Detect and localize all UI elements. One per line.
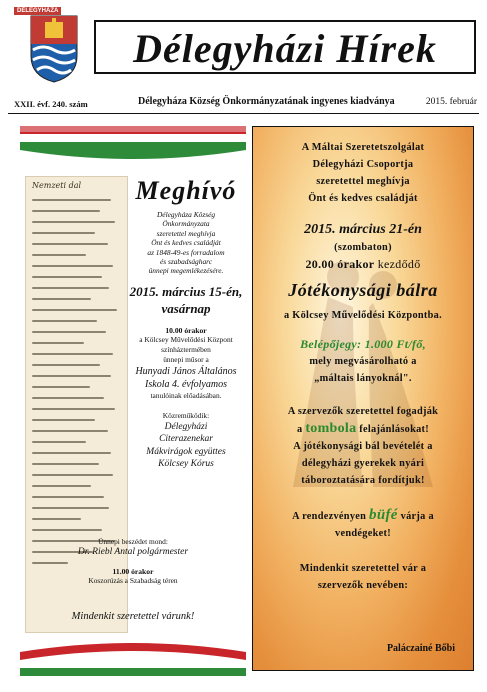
contributor: Mákvirágok együttes xyxy=(146,446,226,457)
proceeds-line: táboroztatására fordítjuk! xyxy=(301,475,425,486)
intro-line: Önt és kedves családját xyxy=(151,238,221,248)
charity-ball-panel xyxy=(252,126,474,671)
venue-line: színháztermében xyxy=(161,344,211,354)
crest-label: DÉLEGYHÁZA xyxy=(14,7,61,15)
invitation-closing: Mindenkit szeretettel várunk! xyxy=(71,611,195,622)
venue-line: ünnepi műsor a xyxy=(163,354,209,364)
wreath-time: 11.00 órakor xyxy=(112,567,154,576)
tombola-prefix: a xyxy=(296,424,306,435)
buffet-line2: vendégeket! xyxy=(335,528,391,539)
school-line: Hunyadi János Általános xyxy=(135,365,237,377)
contributors-list xyxy=(128,421,244,471)
event-venue xyxy=(128,335,244,365)
event-day: vasárnap xyxy=(161,300,211,316)
ball-event-name: Jótékonysági bálra xyxy=(288,280,438,300)
tombola-word: tombola xyxy=(305,421,357,436)
ball-day: (szombaton) xyxy=(334,242,392,253)
invitation-text xyxy=(128,176,244,471)
ball-time xyxy=(253,256,473,273)
performance-note: tanulóinak előadásában. xyxy=(150,390,222,400)
tombola-line xyxy=(253,420,473,438)
ball-date: 2015. március 21-én xyxy=(304,222,422,237)
wreath-location: Koszorúzás a Szabadság téren xyxy=(88,576,178,585)
invitation-intro xyxy=(128,210,244,276)
coat-of-arms-icon xyxy=(29,14,79,84)
invitation-panel xyxy=(20,126,246,676)
ticket-info: mely megvásárolható a xyxy=(309,356,417,367)
intro-line: ünnepi megemlékezésére. xyxy=(148,266,224,276)
buffet-suffix: várja a xyxy=(397,511,434,522)
header-rule xyxy=(8,113,479,114)
tagline: Délegyháza Község Önkormányzatának ingyenes kiadványa xyxy=(138,96,395,107)
tricolor-ribbon-bottom xyxy=(20,640,246,676)
speech-label: Ünnepi beszédet mond: xyxy=(98,537,168,546)
ball-time-bold: 20.00 órakor xyxy=(305,257,375,271)
speaker-name: Dr. Riebl Antal polgármester xyxy=(77,547,189,557)
tricolor-ribbon-top xyxy=(20,126,246,162)
buffet-word: büfé xyxy=(369,507,398,523)
contributor: Délegyházi xyxy=(164,421,208,432)
event-date: 2015. március 15-én, xyxy=(129,283,243,299)
ball-time-rest: kezdődő xyxy=(374,257,421,271)
ball-host-line: szeretettel meghívja xyxy=(316,176,410,187)
ball-host-line: Délegyházi Csoportja xyxy=(312,159,414,170)
ball-closing: Mindenkit szeretettel vár a xyxy=(299,563,427,574)
intro-line: az 1848-49-es forradalom xyxy=(147,247,225,257)
ball-host-line: Önt és kedves családját xyxy=(308,193,418,204)
intro-line: és szabadságharc xyxy=(159,257,213,267)
event-time: 10.00 órakor xyxy=(165,325,207,335)
masthead xyxy=(12,6,476,94)
intro-line: Délegyháza Község xyxy=(156,210,216,219)
venue-line: a Kölcsey Művelődési Központ xyxy=(139,334,233,344)
ball-venue: a Kölcsey Művelődési Központba. xyxy=(283,310,443,321)
tombola-suffix: felajánlásokat! xyxy=(356,424,430,435)
issue-number: XXII. évf. 240. szám xyxy=(14,99,88,109)
organizer-signature: Paláczainé Bőbi xyxy=(386,643,455,654)
manuscript-title: Nemzeti dal xyxy=(32,181,82,190)
buffet-line xyxy=(253,507,473,525)
contributor: Citerazenekar xyxy=(159,434,213,445)
ticket-info: „máltais lányoknál". xyxy=(314,373,412,384)
invitation-title: Meghívó xyxy=(135,176,237,205)
ball-host-line: A Máltai Szeretetszolgálat xyxy=(301,142,425,153)
school-line: Iskola 4. évfolyamos xyxy=(145,378,227,390)
contributors-label: Közreműködik: xyxy=(162,410,210,420)
newspaper-title: Délegyházi Hírek xyxy=(133,26,437,71)
proceeds-line: délegyházi gyerekek nyári xyxy=(301,458,425,469)
issue-date: 2015. február xyxy=(425,97,477,107)
ball-closing: szervezők nevében: xyxy=(317,580,409,591)
school-name xyxy=(128,365,244,391)
buffet-prefix: A rendezvényen xyxy=(292,511,370,522)
issue-line xyxy=(0,96,487,110)
tombola-intro: A szervezők szeretettel fogadják xyxy=(287,406,439,417)
proceeds-line: A jótékonysági bál bevételét a xyxy=(293,441,433,452)
ticket-price: Belépőjegy: 1.000 Ft/fő, xyxy=(300,337,426,351)
intro-line: szeretettel meghívja xyxy=(156,228,216,238)
title-box xyxy=(94,20,476,74)
contributor: Kölcsey Kórus xyxy=(158,459,214,470)
intro-line: Önkormányzata xyxy=(162,219,210,229)
speech-block xyxy=(20,537,246,586)
